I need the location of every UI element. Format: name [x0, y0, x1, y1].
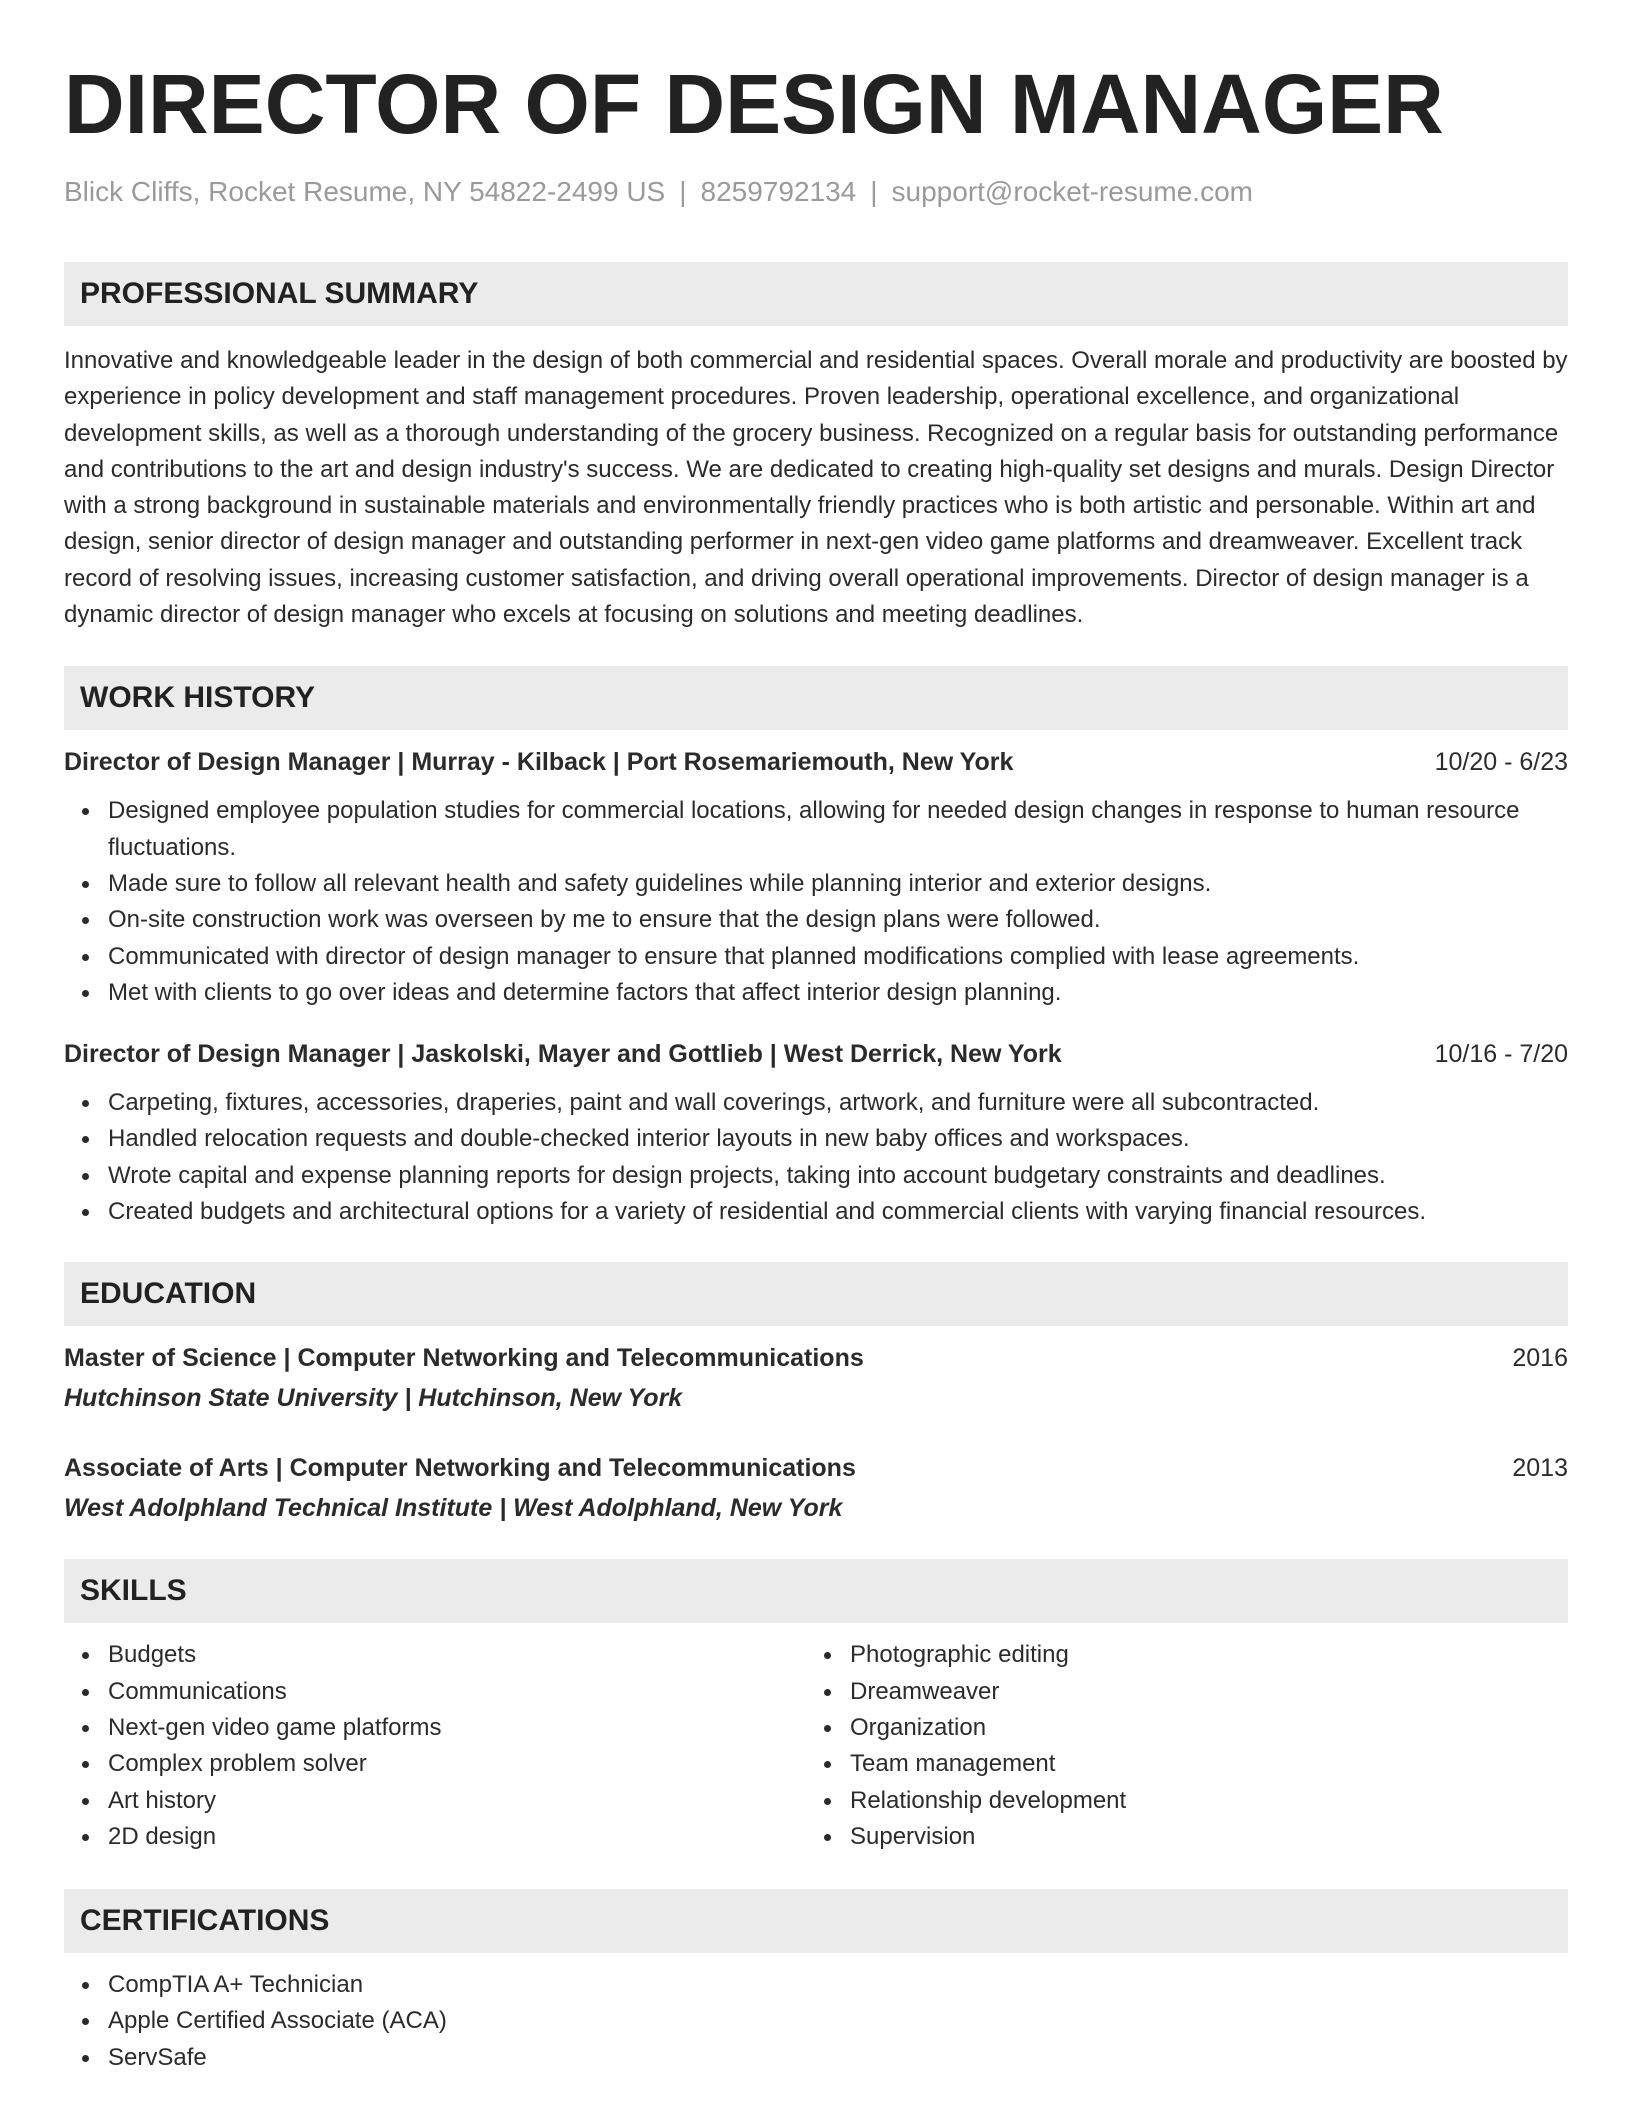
job-bullet: Communicated with director of design manager to ensure that planned modifications complied with lease agreements. — [64, 939, 1568, 975]
skill-item: Communications — [64, 1674, 806, 1710]
skills-column-right — [806, 1637, 1548, 1855]
job-dates: 10/16 - 7/20 — [1434, 1040, 1568, 1069]
contact-phone: 8259792134 — [700, 176, 857, 207]
contact-separator: | — [679, 176, 687, 207]
section-header-summary: PROFESSIONAL SUMMARY — [64, 262, 1568, 326]
education-year: 2013 — [1512, 1454, 1568, 1483]
job-title-row — [64, 745, 1568, 779]
contact-address: Blick Cliffs, Rocket Resume, NY 54822-2499 US — [64, 176, 666, 207]
skill-item: Relationship development — [806, 1783, 1548, 1819]
certification-item: ServSafe — [64, 2040, 1568, 2076]
education-entry — [64, 1341, 1568, 1415]
education-school: Hutchinson State University | Hutchinson, New York — [64, 1384, 683, 1413]
section-header-skills: SKILLS — [64, 1559, 1568, 1623]
job-bullets — [64, 793, 1568, 1011]
education-degree-row — [64, 1451, 1568, 1485]
skill-item: Organization — [806, 1710, 1548, 1746]
job-title: Director of Design Manager | Murray - Kilback | Port Rosemariemouth, New York — [64, 748, 1014, 777]
contact-email: support@rocket-resume.com — [891, 176, 1253, 207]
job-entry — [64, 745, 1568, 1011]
job-entry — [64, 1037, 1568, 1230]
job-bullets — [64, 1085, 1568, 1230]
education-degree-row — [64, 1341, 1568, 1375]
job-bullet: Carpeting, fixtures, accessories, draperies, paint and wall coverings, artwork, and furniture were all subcontracted. — [64, 1085, 1568, 1121]
skill-item: Supervision — [806, 1819, 1548, 1855]
skill-item: Team management — [806, 1746, 1548, 1782]
education-degree: Master of Science | Computer Networking and Telecommunications — [64, 1344, 864, 1373]
summary-text: Innovative and knowledgeable leader in the design of both commercial and residential spaces. Overall morale and productivity are boosted by experience in policy development and staff management procedures. Proven leadership, operational excellence, and organizational development skills, as well as a thorough understanding of the grocery business. Recognized on a regular basis for outstanding performance and contributions to the art and design industry's success. We are dedicated to creating high-quality set designs and murals. Design Director with a strong background in sustainable materials and environmentally friendly practices who is both artistic and personable. Within art and design, senior director of design manager and outstanding performer in next-gen video game platforms and dreamweaver. Excellent track record of resolving issues, increasing customer satisfaction, and driving overall operational improvements. Director of design manager is a dynamic director of design manager who excels at focusing on solutions and meeting deadlines. — [64, 347, 1568, 629]
education-year: 2016 — [1512, 1344, 1568, 1373]
job-bullet: Met with clients to go over ideas and determine factors that affect interior design planning. — [64, 975, 1568, 1011]
section-header-education: EDUCATION — [64, 1262, 1568, 1326]
job-dates: 10/20 - 6/23 — [1434, 748, 1568, 777]
contact-separator: | — [870, 176, 878, 207]
skills-list — [64, 1637, 1568, 1855]
skill-item: Next-gen video game platforms — [64, 1710, 806, 1746]
contact-line — [64, 174, 1568, 210]
education-degree: Associate of Arts | Computer Networking and Telecommunications — [64, 1454, 856, 1483]
education-entry — [64, 1451, 1568, 1525]
skill-item: Art history — [64, 1783, 806, 1819]
skills-column-left — [64, 1637, 806, 1855]
skill-item: Dreamweaver — [806, 1674, 1548, 1710]
job-bullet: On-site construction work was overseen by me to ensure that the design plans were followed. — [64, 902, 1568, 938]
section-header-work-history: WORK HISTORY — [64, 666, 1568, 730]
certification-item: CompTIA A+ Technician — [64, 1967, 1568, 2003]
job-bullet: Made sure to follow all relevant health and safety guidelines while planning interior and exterior designs. — [64, 866, 1568, 902]
certifications-list — [64, 1967, 1568, 2076]
job-bullet: Created budgets and architectural options for a variety of residential and commercial clients with varying financial resources. — [64, 1194, 1568, 1230]
section-header-certifications: CERTIFICATIONS — [64, 1889, 1568, 1953]
job-bullet: Designed employee population studies for commercial locations, allowing for needed design changes in response to human resource fluctuations. — [64, 793, 1568, 866]
job-title: Director of Design Manager | Jaskolski, Mayer and Gottlieb | West Derrick, New York — [64, 1040, 1062, 1069]
skill-item: 2D design — [64, 1819, 806, 1855]
job-bullet: Handled relocation requests and double-checked interior layouts in new baby offices and workspaces. — [64, 1121, 1568, 1157]
education-school: West Adolphland Technical Institute | West Adolphland, New York — [64, 1494, 843, 1523]
job-title-row — [64, 1037, 1568, 1071]
job-bullet: Wrote capital and expense planning reports for design projects, taking into account budgetary constraints and deadlines. — [64, 1158, 1568, 1194]
skill-item: Complex problem solver — [64, 1746, 806, 1782]
resume-page — [64, 0, 1568, 2076]
skill-item: Photographic editing — [806, 1637, 1548, 1673]
certification-item: Apple Certified Associate (ACA) — [64, 2003, 1568, 2039]
skill-item: Budgets — [64, 1637, 806, 1673]
candidate-name: DIRECTOR OF DESIGN MANAGER — [64, 57, 1444, 151]
